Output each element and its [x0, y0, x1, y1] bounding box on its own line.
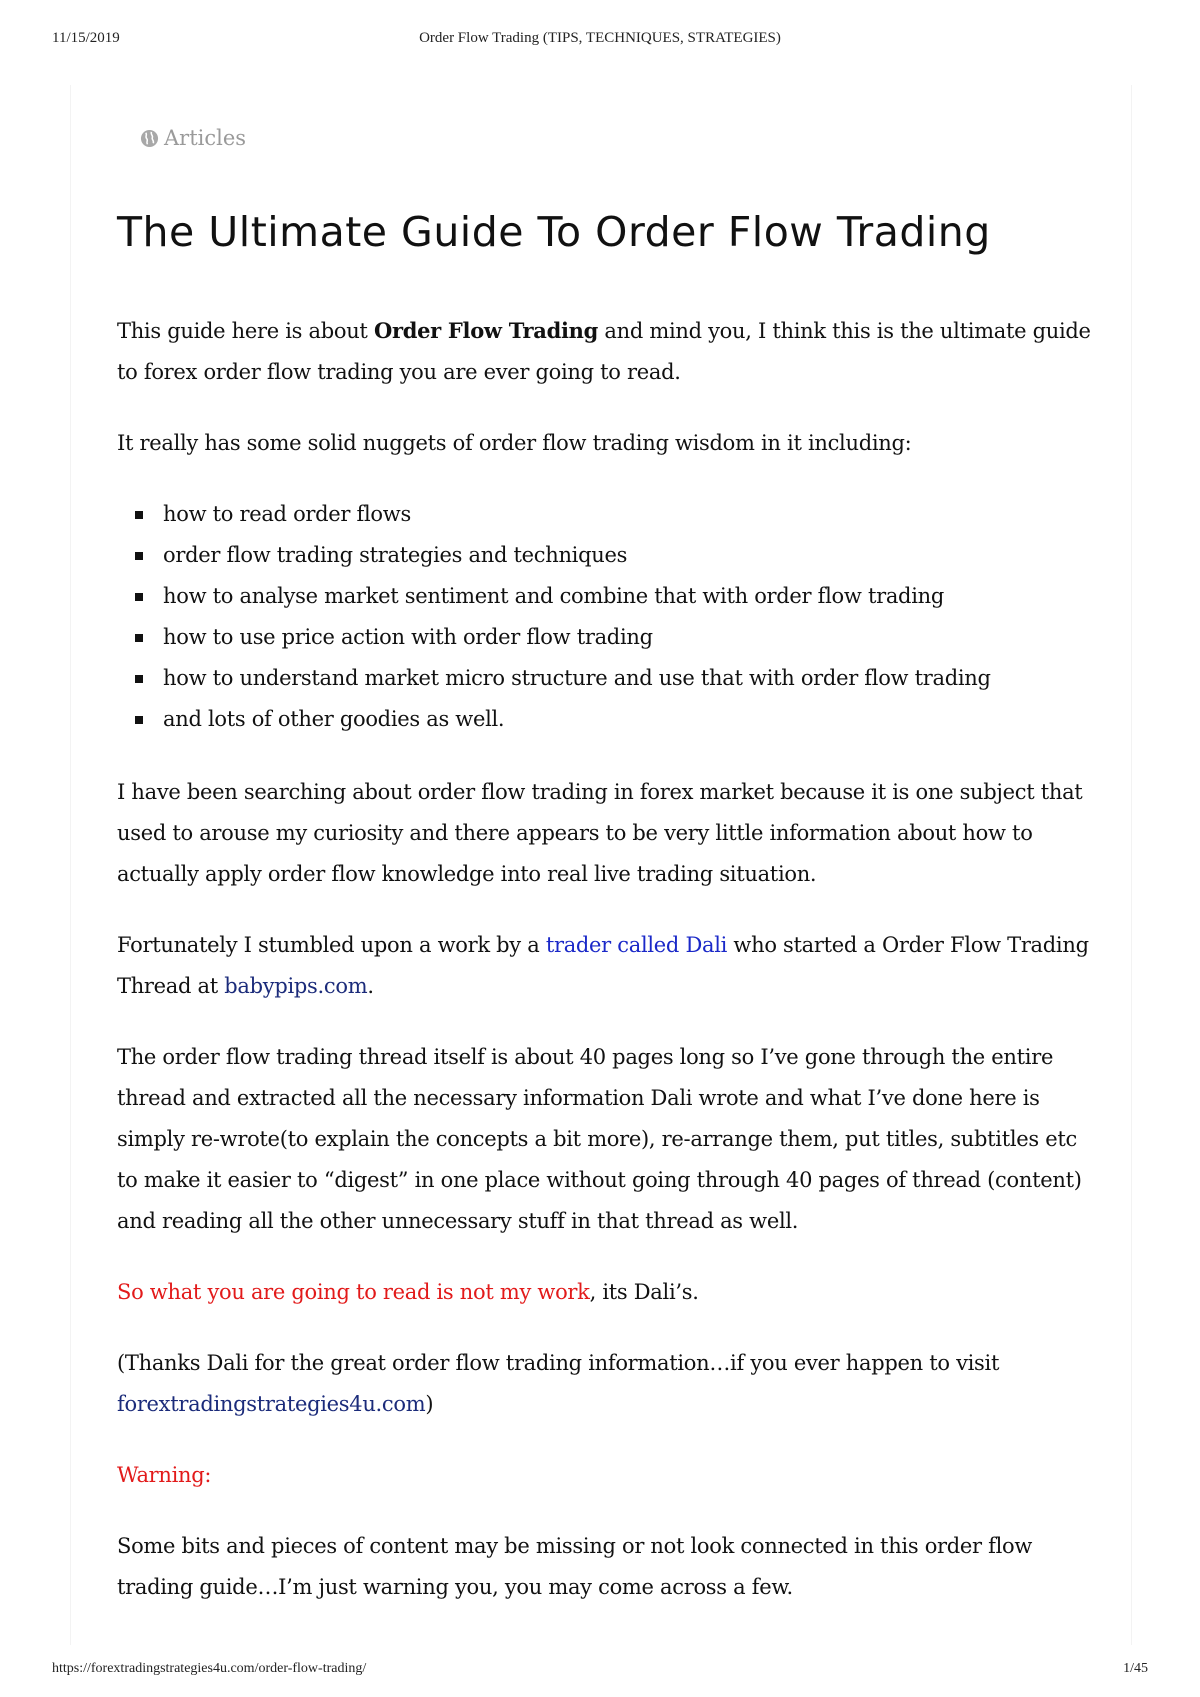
babypips-link[interactable]: babypips.com [224, 974, 368, 998]
bullet-square-icon [135, 593, 143, 601]
fortunately-paragraph [117, 925, 1097, 1007]
trader-dali-link[interactable]: trader called Dali [545, 933, 728, 957]
thread-paragraph: The order flow trading thread itself is about 40 pages long so I’ve gone through the entire thread and extracted all the necessary information Dali wrote and what I’ve done here is simply re-wrote(to explain the concepts a bit more), re-arrange them, put titles, subtitles etc to make it easier to “digest” in one place without going through 40 pages of thread (content) and reading all the other unnecessary stuff in that thread as well. [117, 1045, 1082, 1233]
thanks-paragraph [117, 1343, 1097, 1425]
print-date: 11/15/2019 [52, 30, 120, 46]
print-url: https://forextradingstrategies4u.com/order-flow-trading/ [52, 1661, 367, 1676]
list-item-text: how to use price action with order flow trading [163, 625, 653, 649]
article-content [117, 310, 1097, 1638]
list-item-text: how to understand market micro structure and use that with order flow trading [163, 666, 991, 690]
topics-list [117, 494, 1097, 740]
intro-paragraph [117, 310, 1097, 393]
not-my-work-highlight: So what you are going to read is not my work [117, 1280, 590, 1304]
not-my-work-after: , its Dali’s. [589, 1280, 699, 1304]
print-page-number: 1/45 [1123, 1661, 1148, 1676]
searching-paragraph: I have been searching about order flow trading in forex market because it is one subject that used to arouse my curiosity and there appears to be very little information about how to actually apply order flow knowledge into real live trading situation. [117, 780, 1083, 886]
fortunately-text-after: . [367, 974, 374, 998]
print-footer [52, 1661, 1148, 1683]
list-item-text: and lots of other goodies as well. [163, 707, 505, 731]
site-link[interactable]: forextradingstrategies4u.com [117, 1392, 426, 1416]
bullet-square-icon [135, 716, 143, 724]
list-item [135, 617, 1097, 658]
list-item [135, 494, 1097, 535]
print-doc-title: Order Flow Trading (TIPS, TECHNIQUES, STRATEGIES) [419, 30, 781, 46]
fortunately-text-before: Fortunately I stumbled upon a work by a [117, 933, 546, 957]
article-title: The Ultimate Guide To Order Flow Trading [117, 208, 991, 256]
intro-bold: Order Flow Trading [373, 318, 598, 343]
bullet-square-icon [135, 634, 143, 642]
list-item [135, 535, 1097, 576]
category-label[interactable]: Articles [164, 126, 247, 150]
bullet-square-icon [135, 552, 143, 560]
intro-text-after: and mind you, I think this is the ultimate guide to forex order flow trading you are ever going to read. [117, 319, 1091, 384]
warning-paragraph: Some bits and pieces of content may be missing or not look connected in this order flow trading guide…I’m just warning you, you may come across a few. [117, 1534, 1033, 1599]
list-item [135, 699, 1097, 740]
warning-heading: Warning: [117, 1463, 212, 1487]
category-link[interactable] [140, 126, 246, 150]
print-header [52, 30, 1148, 52]
thanks-text-before: (Thanks Dali for the great order flow trading information…if you ever happen to visit [117, 1351, 1000, 1375]
globe-icon [140, 129, 159, 148]
list-item-text: how to read order flows [163, 502, 411, 526]
list-item-text: order flow trading strategies and techniques [163, 543, 628, 567]
bullet-square-icon [135, 675, 143, 683]
bullet-square-icon [135, 511, 143, 519]
list-item [135, 576, 1097, 617]
list-item-text: how to analyse market sentiment and combine that with order flow trading [163, 584, 944, 608]
not-my-work-paragraph [117, 1272, 1097, 1313]
list-item [135, 658, 1097, 699]
intro-text-before: This guide here is about [117, 319, 374, 343]
thanks-text-after: ) [425, 1392, 434, 1416]
fortunately-text-middle: who started a Order Flow Trading Thread at [117, 933, 1089, 998]
nuggets-lead: It really has some solid nuggets of order flow trading wisdom in it including: [117, 431, 912, 455]
